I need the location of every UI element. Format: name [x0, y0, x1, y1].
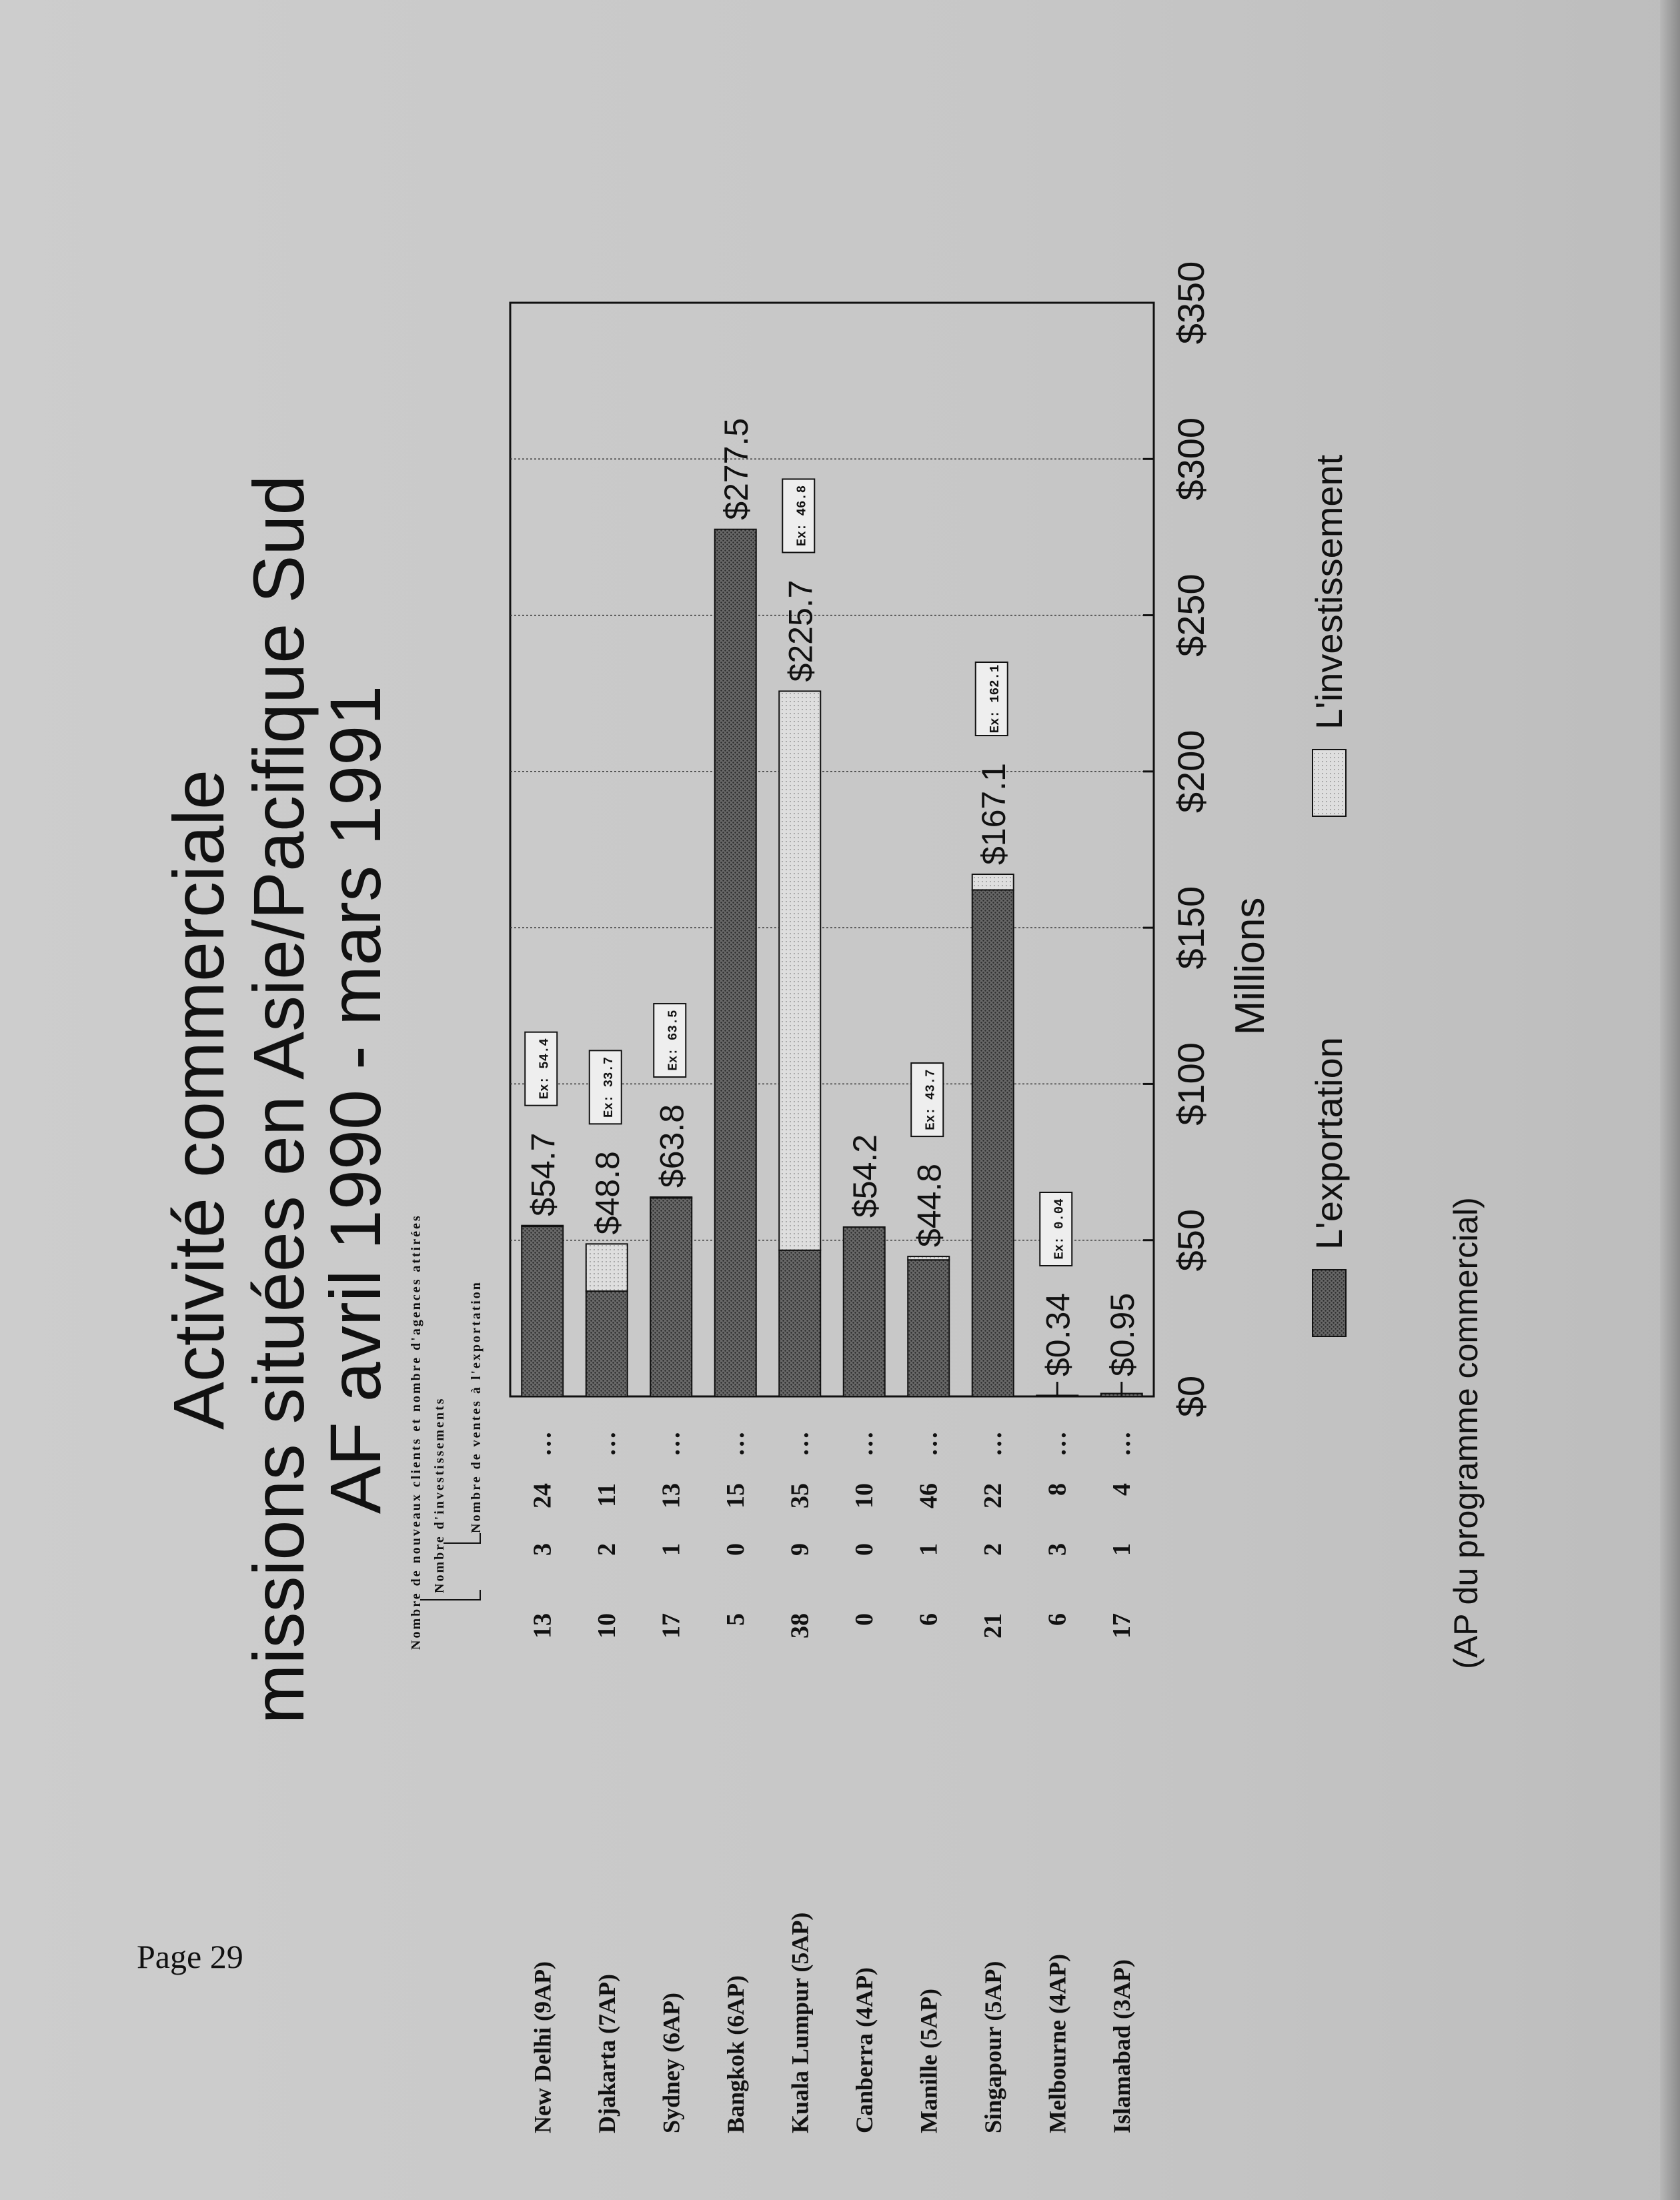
- count-clients: 17: [1107, 1613, 1136, 1638]
- chart-rotation-group: [158, 261, 1485, 2133]
- category-row: [715, 418, 756, 2133]
- count-clients: 21: [978, 1613, 1007, 1638]
- count-dots: …: [721, 1431, 750, 1456]
- count-dots: …: [657, 1431, 686, 1456]
- total-label: $48.8: [588, 1151, 626, 1235]
- category-label: Islamabad (3AP): [1108, 1959, 1135, 2133]
- count-investissements: 1: [1107, 1543, 1136, 1556]
- category-row: [650, 1004, 692, 2133]
- bar-investissement: [908, 1256, 949, 1260]
- count-ventes: 8: [1043, 1483, 1072, 1496]
- count-ventes: 22: [978, 1483, 1007, 1508]
- x-tick-label: $350: [1170, 261, 1212, 345]
- x-tick-label: $150: [1170, 886, 1212, 970]
- total-label: $63.8: [653, 1104, 691, 1188]
- category-row: [1036, 1192, 1078, 2133]
- total-label: $277.5: [717, 417, 755, 520]
- total-label: $54.2: [846, 1134, 884, 1218]
- count-clients: 6: [914, 1613, 943, 1626]
- x-tick-label: $50: [1170, 1208, 1212, 1272]
- category-row: [908, 1063, 949, 2133]
- category-label: Bangkok (6AP): [722, 1975, 749, 2133]
- category-row: [844, 1134, 885, 2133]
- bar-exportation: [844, 1227, 885, 1396]
- category-label: Sydney (6AP): [658, 1992, 685, 2133]
- total-label: $54.7: [524, 1132, 562, 1216]
- count-investissements: 3: [1043, 1543, 1072, 1556]
- count-dots: …: [592, 1431, 621, 1456]
- count-ventes: 13: [657, 1483, 686, 1508]
- legend: [1308, 454, 1350, 1336]
- legend-swatch-exportation: [1313, 1270, 1346, 1336]
- count-clients: 38: [786, 1613, 814, 1638]
- count-dots: …: [528, 1431, 557, 1456]
- category-label: Melbourne (4AP): [1044, 1954, 1071, 2133]
- category-row: [586, 1050, 628, 2133]
- count-clients: 17: [657, 1613, 686, 1638]
- export-label: Ex: 43.7: [923, 1069, 938, 1130]
- bar-exportation: [972, 890, 1014, 1396]
- legend-label-investissement: L'investissement: [1308, 454, 1350, 730]
- count-clients: 10: [592, 1613, 621, 1638]
- legend-label-exportation: L'exportation: [1308, 1037, 1350, 1250]
- column-header-leaders: [420, 1533, 480, 1600]
- count-clients: 5: [721, 1613, 750, 1626]
- export-label: Ex: 162.1: [987, 664, 1002, 734]
- count-dots: …: [914, 1431, 943, 1456]
- category-row: [972, 662, 1014, 2133]
- count-investissements: 9: [786, 1543, 814, 1556]
- category-label: Kuala Lumpur (5AP): [786, 1912, 814, 2133]
- column-header-clients: Nombre de nouveaux clients et nombre d'agences attirées: [409, 1214, 424, 1650]
- export-label: Ex: 54.4: [537, 1038, 552, 1100]
- bar-investissement: [972, 874, 1014, 890]
- count-investissements: 1: [914, 1543, 943, 1556]
- count-dots: …: [1107, 1431, 1136, 1456]
- category-row: [779, 479, 820, 2133]
- total-label: $44.8: [910, 1163, 948, 1248]
- count-investissements: 3: [528, 1543, 557, 1556]
- column-header-ventes: Nombre de ventes à l'exportation: [469, 1280, 484, 1533]
- x-tick-label: $100: [1170, 1042, 1212, 1126]
- bar-exportation: [908, 1260, 949, 1396]
- total-label: $167.1: [974, 763, 1012, 866]
- count-clients: 13: [528, 1613, 557, 1638]
- bar-investissement: [779, 691, 820, 1250]
- count-investissements: 2: [592, 1543, 621, 1556]
- category-rows: [522, 418, 1142, 2133]
- bar-exportation: [779, 1250, 820, 1396]
- total-label: $225.7: [782, 580, 820, 682]
- count-dots: …: [786, 1431, 814, 1456]
- count-ventes: 15: [721, 1483, 750, 1508]
- x-tick-label: $0: [1170, 1375, 1212, 1418]
- chart-title: Activité commerciale: [158, 769, 239, 1430]
- bar-exportation: [715, 529, 756, 1396]
- count-clients: 0: [850, 1613, 878, 1626]
- export-label: Ex: 33.7: [601, 1056, 616, 1118]
- category-row: [1101, 1293, 1142, 2133]
- count-investissements: 2: [978, 1543, 1007, 1556]
- count-clients: 6: [1043, 1613, 1072, 1626]
- x-tick-label: $200: [1170, 730, 1212, 814]
- chart-subtitle-line-2: AF avril 1990 - mars 1991: [315, 685, 395, 1514]
- count-dots: …: [850, 1431, 878, 1456]
- export-label: Ex: 46.8: [794, 485, 810, 547]
- category-label: Singapour (5AP): [979, 1961, 1006, 2133]
- x-tick-label: $250: [1170, 574, 1212, 657]
- x-tick-label: $300: [1170, 417, 1212, 501]
- count-ventes: 10: [850, 1483, 878, 1508]
- chart-subtitle-line-1: missions situées en Asie/Pacifique Sud: [238, 475, 319, 1725]
- export-label: Ex: 63.5: [666, 1010, 681, 1071]
- bar-investissement: [586, 1244, 628, 1291]
- category-label: Djakarta (7AP): [593, 1974, 620, 2133]
- total-label: $0.34: [1039, 1292, 1077, 1376]
- count-dots: …: [1043, 1431, 1072, 1456]
- bar-exportation: [522, 1226, 563, 1396]
- legend-swatch-investissement: [1313, 750, 1346, 816]
- bar-investissement: [650, 1197, 692, 1198]
- category-label: New Delhi (9AP): [529, 1961, 556, 2133]
- category-row: [522, 1032, 563, 2133]
- count-ventes: 46: [914, 1483, 943, 1508]
- count-ventes: 24: [528, 1483, 557, 1508]
- total-label: $0.95: [1103, 1292, 1141, 1376]
- bar-exportation: [650, 1198, 692, 1396]
- count-investissements: 0: [721, 1543, 750, 1556]
- count-investissements: 0: [850, 1543, 878, 1556]
- category-label: Canberra (4AP): [850, 1967, 878, 2133]
- count-investissements: 1: [657, 1543, 686, 1556]
- footnote: (AP du programme commercial): [1447, 1197, 1485, 1669]
- x-axis-label: Millions: [1227, 897, 1273, 1036]
- column-header-investissements: Nombre d'investissements: [432, 1396, 447, 1593]
- export-label: Ex: 0.04: [1052, 1198, 1067, 1260]
- bar-exportation: [586, 1291, 628, 1396]
- count-ventes: 11: [592, 1483, 621, 1507]
- category-label: Manille (5AP): [915, 1989, 942, 2133]
- count-ventes: 35: [786, 1483, 814, 1508]
- count-ventes: 4: [1107, 1483, 1136, 1496]
- count-dots: …: [978, 1431, 1007, 1456]
- page-number: Page 29: [137, 1938, 243, 1975]
